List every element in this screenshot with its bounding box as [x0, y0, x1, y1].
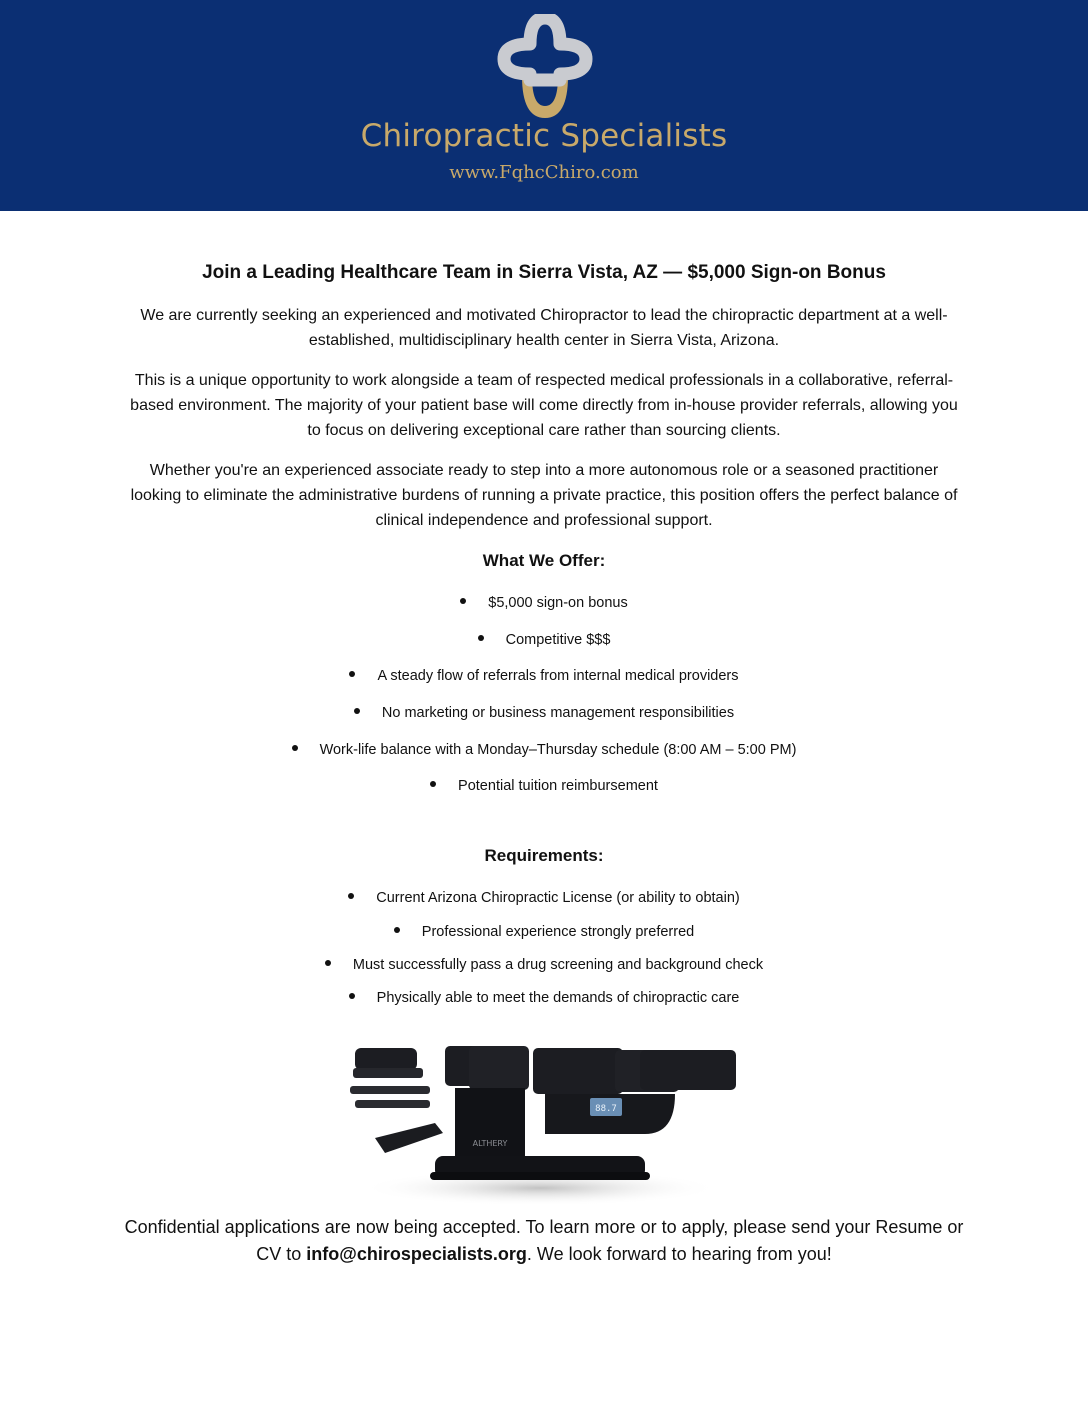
closing-paragraph: Confidential applications are now being accepted. To learn more or to apply, please send your Resume or CV to info@chirospecialists.org. We look forward to hearing from you!	[124, 1217, 964, 1264]
bullet-icon	[292, 745, 298, 751]
bullet-icon	[460, 598, 466, 604]
cross-logo-icon	[490, 14, 600, 120]
bullet-icon	[348, 893, 354, 899]
contact-email-link[interactable]: info@chirospecialists.org	[306, 1244, 527, 1264]
bullet-icon	[349, 993, 355, 999]
offer-list-item: No marketing or business management responsibilities	[0, 704, 1088, 722]
brand-url: www.FqhcChiro.com	[449, 162, 639, 183]
requirement-list-item: Must successfully pass a drug screening and background check	[0, 956, 1088, 974]
bullet-icon	[394, 927, 400, 933]
bullet-icon	[478, 635, 484, 641]
offer-list-item: Potential tuition reimbursement	[0, 777, 1088, 795]
intro-paragraph: We are currently seeking an experienced and motivated Chiropractor to lead the chiropractic department at a well-established, multidisciplinary health center in Sierra Vista, Arizona.	[140, 307, 948, 349]
bullet-icon	[354, 708, 360, 714]
bullet-icon	[349, 671, 355, 677]
offer-list-item: A steady flow of referrals from internal medical providers	[0, 667, 1088, 685]
requirement-list-item: Current Arizona Chiropractic License (or ability to obtain)	[0, 889, 1088, 907]
requirements-section-title: Requirements:	[484, 846, 604, 865]
opportunity-paragraph: This is a unique opportunity to work alongside a team of respected medical professionals in a collaborative, referral-based environment. The majority of your patient base will come directly from in-house provider referrals, allowing you to focus on delivering exceptional care rather than sourcing clients.	[130, 372, 958, 439]
bullet-icon	[430, 781, 436, 787]
offer-list-item: $5,000 sign-on bonus	[0, 594, 1088, 612]
page-headline: Join a Leading Healthcare Team in Sierra Vista, AZ — $5,000 Sign-on Bonus	[202, 262, 886, 283]
role-paragraph: Whether you're an experienced associate ready to step into a more autonomous role or a seasoned practitioner looking to eliminate the administrative burdens of running a private practice, this position offers the perfect balance of clinical independence and professional support.	[130, 462, 958, 529]
header-banner	[0, 0, 1088, 211]
requirement-list-item: Professional experience strongly preferred	[0, 923, 1088, 941]
bullet-icon	[325, 960, 331, 966]
requirement-list-item: Physically able to meet the demands of chiropractic care	[0, 989, 1088, 1007]
chiropractic-table-image	[345, 1038, 745, 1210]
offer-list-item: Competitive $$$	[0, 631, 1088, 649]
table-brand-label: ALTHERY	[472, 1139, 508, 1148]
brand-name: Chiropractic Specialists	[360, 118, 728, 154]
table-display-readout: 88.7	[595, 1104, 617, 1114]
offer-section-title: What We Offer:	[482, 551, 606, 570]
offer-list-item: Work-life balance with a Monday–Thursday schedule (8:00 AM – 5:00 PM)	[0, 741, 1088, 759]
